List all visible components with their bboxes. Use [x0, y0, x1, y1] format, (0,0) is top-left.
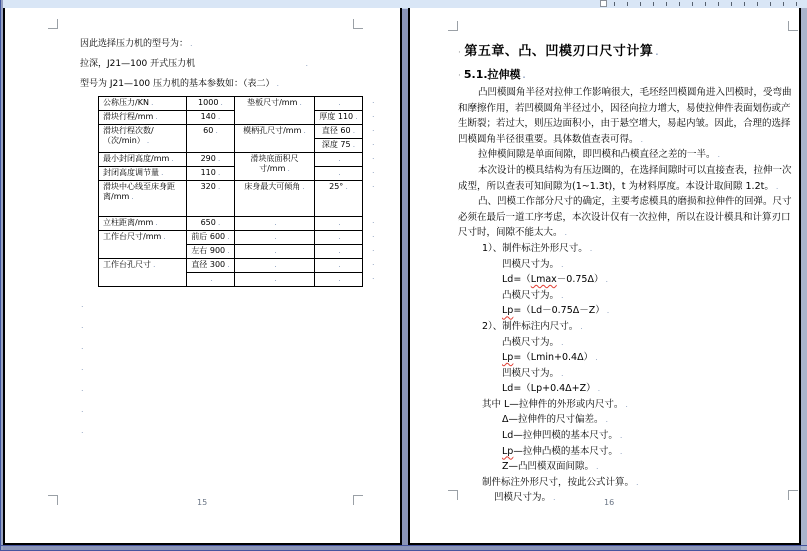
paragraph-mark: .	[220, 98, 223, 107]
ruler-tick	[679, 2, 680, 6]
table-cell	[99, 153, 187, 167]
formula-text: Ld=（	[502, 274, 531, 286]
ruler-tick	[666, 2, 667, 6]
table-cell	[235, 217, 315, 231]
text-boundary-mark	[788, 21, 798, 31]
window-bottom-border	[0, 545, 807, 546]
line-text: 尺寸时，间隙不能太大。	[458, 227, 563, 239]
line-text: 凹模尺寸为。	[502, 367, 560, 379]
document-page-left	[3, 8, 402, 545]
paragraph-mark: .	[553, 493, 556, 503]
paragraph-mark: .	[81, 300, 84, 309]
page-number-right: 16	[604, 498, 615, 507]
section-heading	[458, 64, 792, 85]
outline-mark-icon: ·	[458, 48, 462, 58]
table-cell-text: 60	[203, 126, 214, 135]
formula-text: －0.75Δ）	[556, 274, 604, 286]
paragraph-mark: .	[274, 274, 277, 283]
table-cell-text: 110	[200, 168, 216, 177]
line-text: 拉伸模间隙是单面间隙，即凹模和凸模直径之差的一半。	[478, 149, 716, 161]
empty-paragraph	[79, 319, 84, 340]
empty-paragraph	[79, 382, 84, 403]
ruler-tick	[692, 2, 693, 6]
paragraph-mark: .	[619, 431, 623, 441]
table-cell	[315, 167, 363, 181]
intro-line	[58, 74, 358, 94]
paragraph-mark: .	[619, 446, 623, 456]
body-line	[458, 319, 792, 335]
table-cell-text: 模柄孔尺寸/mm	[243, 126, 302, 135]
table-cell	[235, 153, 315, 181]
paragraph-mark: .	[372, 216, 375, 225]
paragraph-mark: .	[131, 192, 134, 201]
body-line	[458, 381, 792, 397]
table-cell	[99, 181, 187, 217]
formula-text: —拉伸凸模的基本尺寸。	[513, 445, 618, 457]
ruler-tick	[744, 2, 745, 6]
table-cell	[187, 259, 235, 273]
table-cell-text: 1000	[198, 98, 219, 107]
line-text: 本次设计的模具结构为有压边圈的，在选择间隙时可以直接查表，拉伸一次	[478, 164, 792, 176]
body-line	[458, 288, 792, 304]
line-text: 凸、凹模工作部分尺寸的确定，主要考虑模具的磨损和拉伸件的回弹。尺寸	[478, 196, 792, 208]
table-cell	[315, 245, 363, 259]
table-cell-text: 公称压力/KN	[103, 98, 149, 107]
table-cell	[99, 231, 187, 259]
paragraph-mark: .	[589, 243, 593, 253]
body-line	[458, 475, 792, 491]
line-text: 第五章、凸、凹模刃口尺寸计算	[464, 44, 654, 59]
text-boundary-mark	[448, 21, 458, 31]
body-line	[458, 225, 792, 241]
spellcheck-flagged-term: Lp	[502, 445, 514, 457]
paragraph-mark: .	[274, 218, 277, 227]
ruler-tick	[757, 2, 758, 6]
table-cell-text: 290	[200, 154, 216, 163]
paragraph-mark: .	[338, 168, 341, 177]
press-parameters-table	[98, 96, 363, 287]
paragraph-mark: .	[596, 462, 599, 472]
table-cell	[235, 181, 315, 217]
table-row	[99, 181, 363, 217]
table-cell-text: 滑块底面积尺寸/mm	[250, 154, 299, 173]
table-cell	[315, 139, 363, 153]
paragraph-mark: .	[190, 39, 193, 48]
intro-line	[58, 34, 358, 54]
table-cell-text: 床身最大可倾角	[244, 182, 301, 191]
intro-line-text: 因此选择压力机的型号为：	[80, 39, 189, 49]
paragraph-mark: .	[81, 405, 84, 414]
paragraph-mark: .	[274, 246, 277, 255]
empty-paragraph	[79, 424, 84, 445]
line-text: 2）、制件标注内尺寸。	[482, 320, 579, 332]
paragraph-mark: .	[372, 124, 375, 133]
text-boundary-mark	[448, 490, 458, 500]
paragraph-mark: .	[606, 306, 610, 316]
line-text: 凹模尺寸为。	[502, 258, 560, 270]
table-cell	[235, 273, 315, 287]
paragraph-mark: .	[580, 321, 583, 331]
paragraph-mark: .	[561, 259, 564, 269]
paragraph-mark: .	[287, 164, 290, 173]
table-cell	[235, 259, 315, 273]
paragraph-mark: .	[372, 110, 375, 119]
ruler-tick	[796, 2, 797, 6]
table-cell-text: 滑块中心线至床身距离/mm	[103, 182, 175, 201]
paragraph-mark: .	[338, 98, 341, 107]
paragraph-mark: .	[215, 126, 218, 135]
paragraph-mark: .	[81, 426, 84, 435]
table-cell	[315, 125, 363, 139]
paragraph-mark: .	[561, 290, 564, 300]
paragraph-mark: .	[155, 218, 158, 227]
table-cell-text: 650	[200, 218, 216, 227]
intro-line-text: 拉深，J21—100 开式压力机	[80, 59, 196, 69]
paragraph-mark: .	[338, 232, 341, 241]
table-cell-text: 左右 900	[191, 246, 226, 255]
paragraph-mark: .	[605, 275, 608, 285]
page-number-left: 15	[197, 498, 208, 507]
table-cell	[187, 231, 235, 245]
body-line	[458, 412, 792, 428]
paragraph-mark: .	[372, 138, 375, 147]
line-text: 凹模圆角半径很重要。具体数值查表可得。	[458, 133, 639, 145]
body-line	[458, 490, 792, 506]
intro-line-text: 型号为 J21—100 压力机的基本参数如：（表二）	[80, 79, 275, 89]
paragraph-mark: .	[217, 218, 221, 227]
table-cell-text: 工作台孔尺寸	[103, 260, 151, 269]
table-cell	[235, 245, 315, 259]
ruler-tick	[731, 2, 732, 6]
table-row	[99, 97, 363, 111]
ruler-tick	[705, 2, 706, 6]
paragraph-mark: .	[150, 98, 154, 107]
line-text: Δ—拉伸件的尺寸偏差。	[502, 414, 604, 426]
table-cell	[99, 111, 187, 125]
paragraph-mark: .	[352, 126, 356, 135]
table-cell	[235, 97, 315, 125]
body-line	[458, 241, 792, 257]
table-cell-text: 立柱距离/mm	[103, 218, 154, 227]
paragraph-mark: .	[564, 228, 568, 238]
paragraph-mark: .	[217, 182, 221, 191]
table-row	[99, 153, 363, 167]
table-cell	[187, 217, 235, 231]
paragraph-mark: .	[338, 274, 341, 283]
line-text: 凸模尺寸为。	[502, 289, 560, 301]
empty-paragraph	[79, 340, 84, 361]
spellcheck-flagged-term: Lp	[502, 305, 514, 317]
paragraph-mark: .	[146, 136, 150, 145]
paragraph-mark: .	[372, 96, 375, 105]
line-text: Ld—拉伸凹模的基本尺寸。	[502, 430, 618, 442]
window-right-border	[801, 8, 807, 551]
table-cell	[187, 153, 235, 167]
table-cell-text: 深度 75	[321, 140, 351, 149]
intro-line	[58, 54, 358, 74]
table-cell	[187, 97, 235, 111]
body-line	[458, 163, 792, 179]
table-cell	[315, 153, 363, 167]
empty-paragraph-marks	[79, 298, 84, 445]
paragraph-mark: .	[372, 230, 375, 239]
table-cell	[315, 111, 363, 125]
paragraph-mark: .	[171, 154, 174, 163]
paragraph-mark: .	[81, 363, 84, 372]
formula-text: =（Lmin+0.4Δ）	[513, 352, 594, 364]
chapter-heading	[458, 40, 792, 64]
paragraph-mark: .	[522, 71, 526, 80]
paragraph-mark: .	[561, 337, 564, 347]
ruler-tick	[614, 2, 615, 6]
table-cell	[187, 125, 235, 153]
body-line	[458, 132, 792, 148]
paragraph-mark: .	[372, 272, 375, 281]
paragraph-mark: .	[355, 112, 358, 121]
paragraph-mark: .	[155, 112, 158, 121]
body-line	[458, 459, 792, 475]
paragraph-mark: .	[217, 112, 221, 121]
body-line	[458, 85, 792, 101]
paragraph-mark: .	[338, 154, 341, 163]
ruler-tick	[783, 2, 784, 6]
paragraph-mark: .	[372, 152, 375, 161]
body-line	[458, 303, 792, 319]
table-cell-text: 垫板尺寸/mm	[247, 98, 298, 107]
empty-paragraph	[79, 361, 84, 382]
text-boundary-mark	[353, 19, 363, 29]
line-text: 和摩擦作用，若凹模圆角半径过小，因径向拉力增大，易使拉伸件表面划伤或产	[458, 102, 791, 114]
ruler-tick	[718, 2, 719, 6]
body-line	[458, 444, 792, 460]
paragraph-mark: .	[303, 126, 306, 135]
table-cell	[315, 97, 363, 111]
paragraph-mark: .	[338, 218, 341, 227]
paragraph-mark: .	[605, 415, 609, 425]
table-cell-text: 厚度 110	[319, 112, 354, 121]
body-line	[458, 335, 792, 351]
paragraph-mark: .	[655, 48, 659, 57]
body-line	[458, 101, 792, 117]
table-row	[99, 217, 363, 231]
line-text: 必须在最后一道工序考虑，本次设计仅有一次拉伸，所以在设计模具和计算刃口	[458, 211, 791, 223]
paragraph-mark: .	[595, 353, 598, 363]
paragraph-mark: .	[276, 79, 280, 88]
press-selection-paragraphs	[58, 34, 358, 94]
line-text: 生断裂；若过大，则压边面积小，由于悬空增大，易起内皱。因此，合理的选择	[458, 118, 791, 130]
line-text: 5.1.拉伸模	[463, 68, 521, 81]
table-cell	[315, 231, 363, 245]
paragraph-mark: .	[305, 59, 308, 68]
paragraph-mark: .	[717, 150, 721, 160]
table-cell-text: 封闭高度调节量	[103, 168, 159, 177]
body-line	[458, 116, 792, 132]
paragraph-mark: .	[372, 258, 375, 267]
outline-mark-icon: ·	[458, 71, 461, 81]
paragraph-mark: .	[153, 260, 156, 269]
table-cell	[99, 97, 187, 111]
table-cell	[315, 181, 363, 217]
table-cell-text: 滑块行程次数/（次/min）	[103, 126, 154, 145]
table-row	[99, 259, 363, 273]
ruler-tick	[640, 2, 641, 6]
body-line	[458, 428, 792, 444]
spellcheck-flagged-term: Lp	[502, 352, 514, 364]
paragraph-mark: .	[345, 182, 348, 191]
table-cell	[99, 217, 187, 231]
table-cell	[99, 259, 187, 287]
text-boundary-mark	[48, 19, 58, 29]
table-cell-text: 320	[200, 182, 216, 191]
paragraph-mark: .	[217, 154, 221, 163]
table-cell-text: 滑块行程/mm	[103, 112, 154, 121]
paragraph-mark: .	[338, 260, 341, 269]
formula-text: =（Ld－0.75Δ－Z）	[513, 305, 605, 317]
paragraph-mark: .	[640, 134, 644, 144]
body-line	[458, 194, 792, 210]
paragraph-mark: .	[625, 399, 628, 409]
paragraph-mark: .	[274, 260, 277, 269]
paragraph-mark: .	[338, 246, 341, 255]
body-line	[458, 257, 792, 273]
spellcheck-flagged-term: Lmax	[530, 274, 557, 286]
paragraph-mark: .	[372, 180, 375, 189]
paragraph-mark: .	[81, 321, 84, 330]
paragraph-mark: .	[302, 182, 305, 191]
ruler-tick	[627, 2, 628, 6]
ruler-tick	[653, 2, 654, 6]
line-text: 凹模尺寸为。	[494, 492, 552, 504]
body-line	[458, 350, 792, 366]
paragraph-mark: .	[274, 232, 277, 241]
table-cell-text: 直径 300	[191, 260, 226, 269]
paragraph-mark: .	[299, 98, 302, 107]
chapter5-text-body	[458, 40, 792, 506]
body-line	[458, 147, 792, 163]
paragraph-mark: .	[210, 274, 213, 283]
table-cell	[187, 111, 235, 125]
body-line	[458, 397, 792, 413]
line-text: 成型，所以查表可知间隙为(1~1.3t)，t 为材料厚度。本设计取间隙 1.2t。	[458, 180, 774, 192]
paragraph-mark: .	[561, 368, 564, 378]
text-boundary-mark	[48, 495, 58, 505]
paragraph-mark: .	[161, 168, 164, 177]
table-cell	[235, 231, 315, 245]
table-cell	[187, 273, 235, 287]
paragraph-mark: .	[81, 342, 84, 351]
paragraph-mark: .	[352, 140, 356, 149]
paragraph-mark: .	[597, 384, 601, 394]
table-cell-text: 前后 600	[191, 232, 226, 241]
ruler-margin-marker[interactable]	[600, 0, 607, 7]
line-text: Z—凸凹模双面间隙。	[502, 461, 595, 473]
body-line	[458, 272, 792, 288]
line-text: Ld=（Lp+0.4Δ+Z）	[502, 383, 596, 395]
table-cell	[315, 217, 363, 231]
paragraph-mark: .	[227, 246, 230, 255]
table-row	[99, 111, 363, 125]
line-text: 凸模尺寸为。	[502, 336, 560, 348]
body-line	[458, 179, 792, 195]
paragraph-mark: .	[775, 181, 779, 191]
paragraph-mark: .	[81, 384, 84, 393]
table-cell-text: 140	[200, 112, 216, 121]
table-row	[99, 231, 363, 245]
table-cell	[235, 125, 315, 153]
table-cell-text: 25°	[329, 182, 344, 191]
empty-paragraph	[79, 403, 84, 424]
table-row	[99, 125, 363, 139]
paragraph-mark: .	[372, 244, 375, 253]
table-cell	[315, 273, 363, 287]
line-text: 凸凹模圆角半径对拉伸工作影响很大，毛坯经凹模圆角进入凹模时，受弯曲	[478, 87, 792, 98]
document-page-right	[408, 8, 801, 545]
body-line	[458, 366, 792, 382]
paragraph-mark: .	[372, 166, 375, 175]
table-cell	[187, 181, 235, 217]
ruler-tick	[770, 2, 771, 6]
table-cell-text: 工作台尺寸/mm	[103, 232, 162, 241]
line-text: 制件标注外形尺寸，按此公式计算。	[482, 476, 635, 488]
paragraph-mark: .	[636, 477, 639, 487]
paragraph-mark: .	[217, 168, 221, 177]
table-cell	[187, 245, 235, 259]
line-text: 其中 L—拉伸件的外形或内尺寸。	[482, 398, 624, 410]
table-cell-text: 直径 60	[321, 126, 351, 135]
text-boundary-mark	[353, 495, 363, 505]
line-text: 1）、制件标注外形尺寸。	[482, 242, 588, 254]
table-row	[99, 167, 363, 181]
paragraph-mark: .	[227, 232, 230, 241]
empty-paragraph	[79, 298, 84, 319]
paragraph-mark: .	[163, 232, 166, 241]
table-cell	[315, 259, 363, 273]
table-cell	[99, 125, 187, 153]
body-line	[458, 210, 792, 226]
paragraph-mark: .	[227, 260, 230, 269]
table-cell	[99, 167, 187, 181]
table-cell-text: 最小封闭高度/mm	[103, 154, 170, 163]
table-cell	[187, 167, 235, 181]
